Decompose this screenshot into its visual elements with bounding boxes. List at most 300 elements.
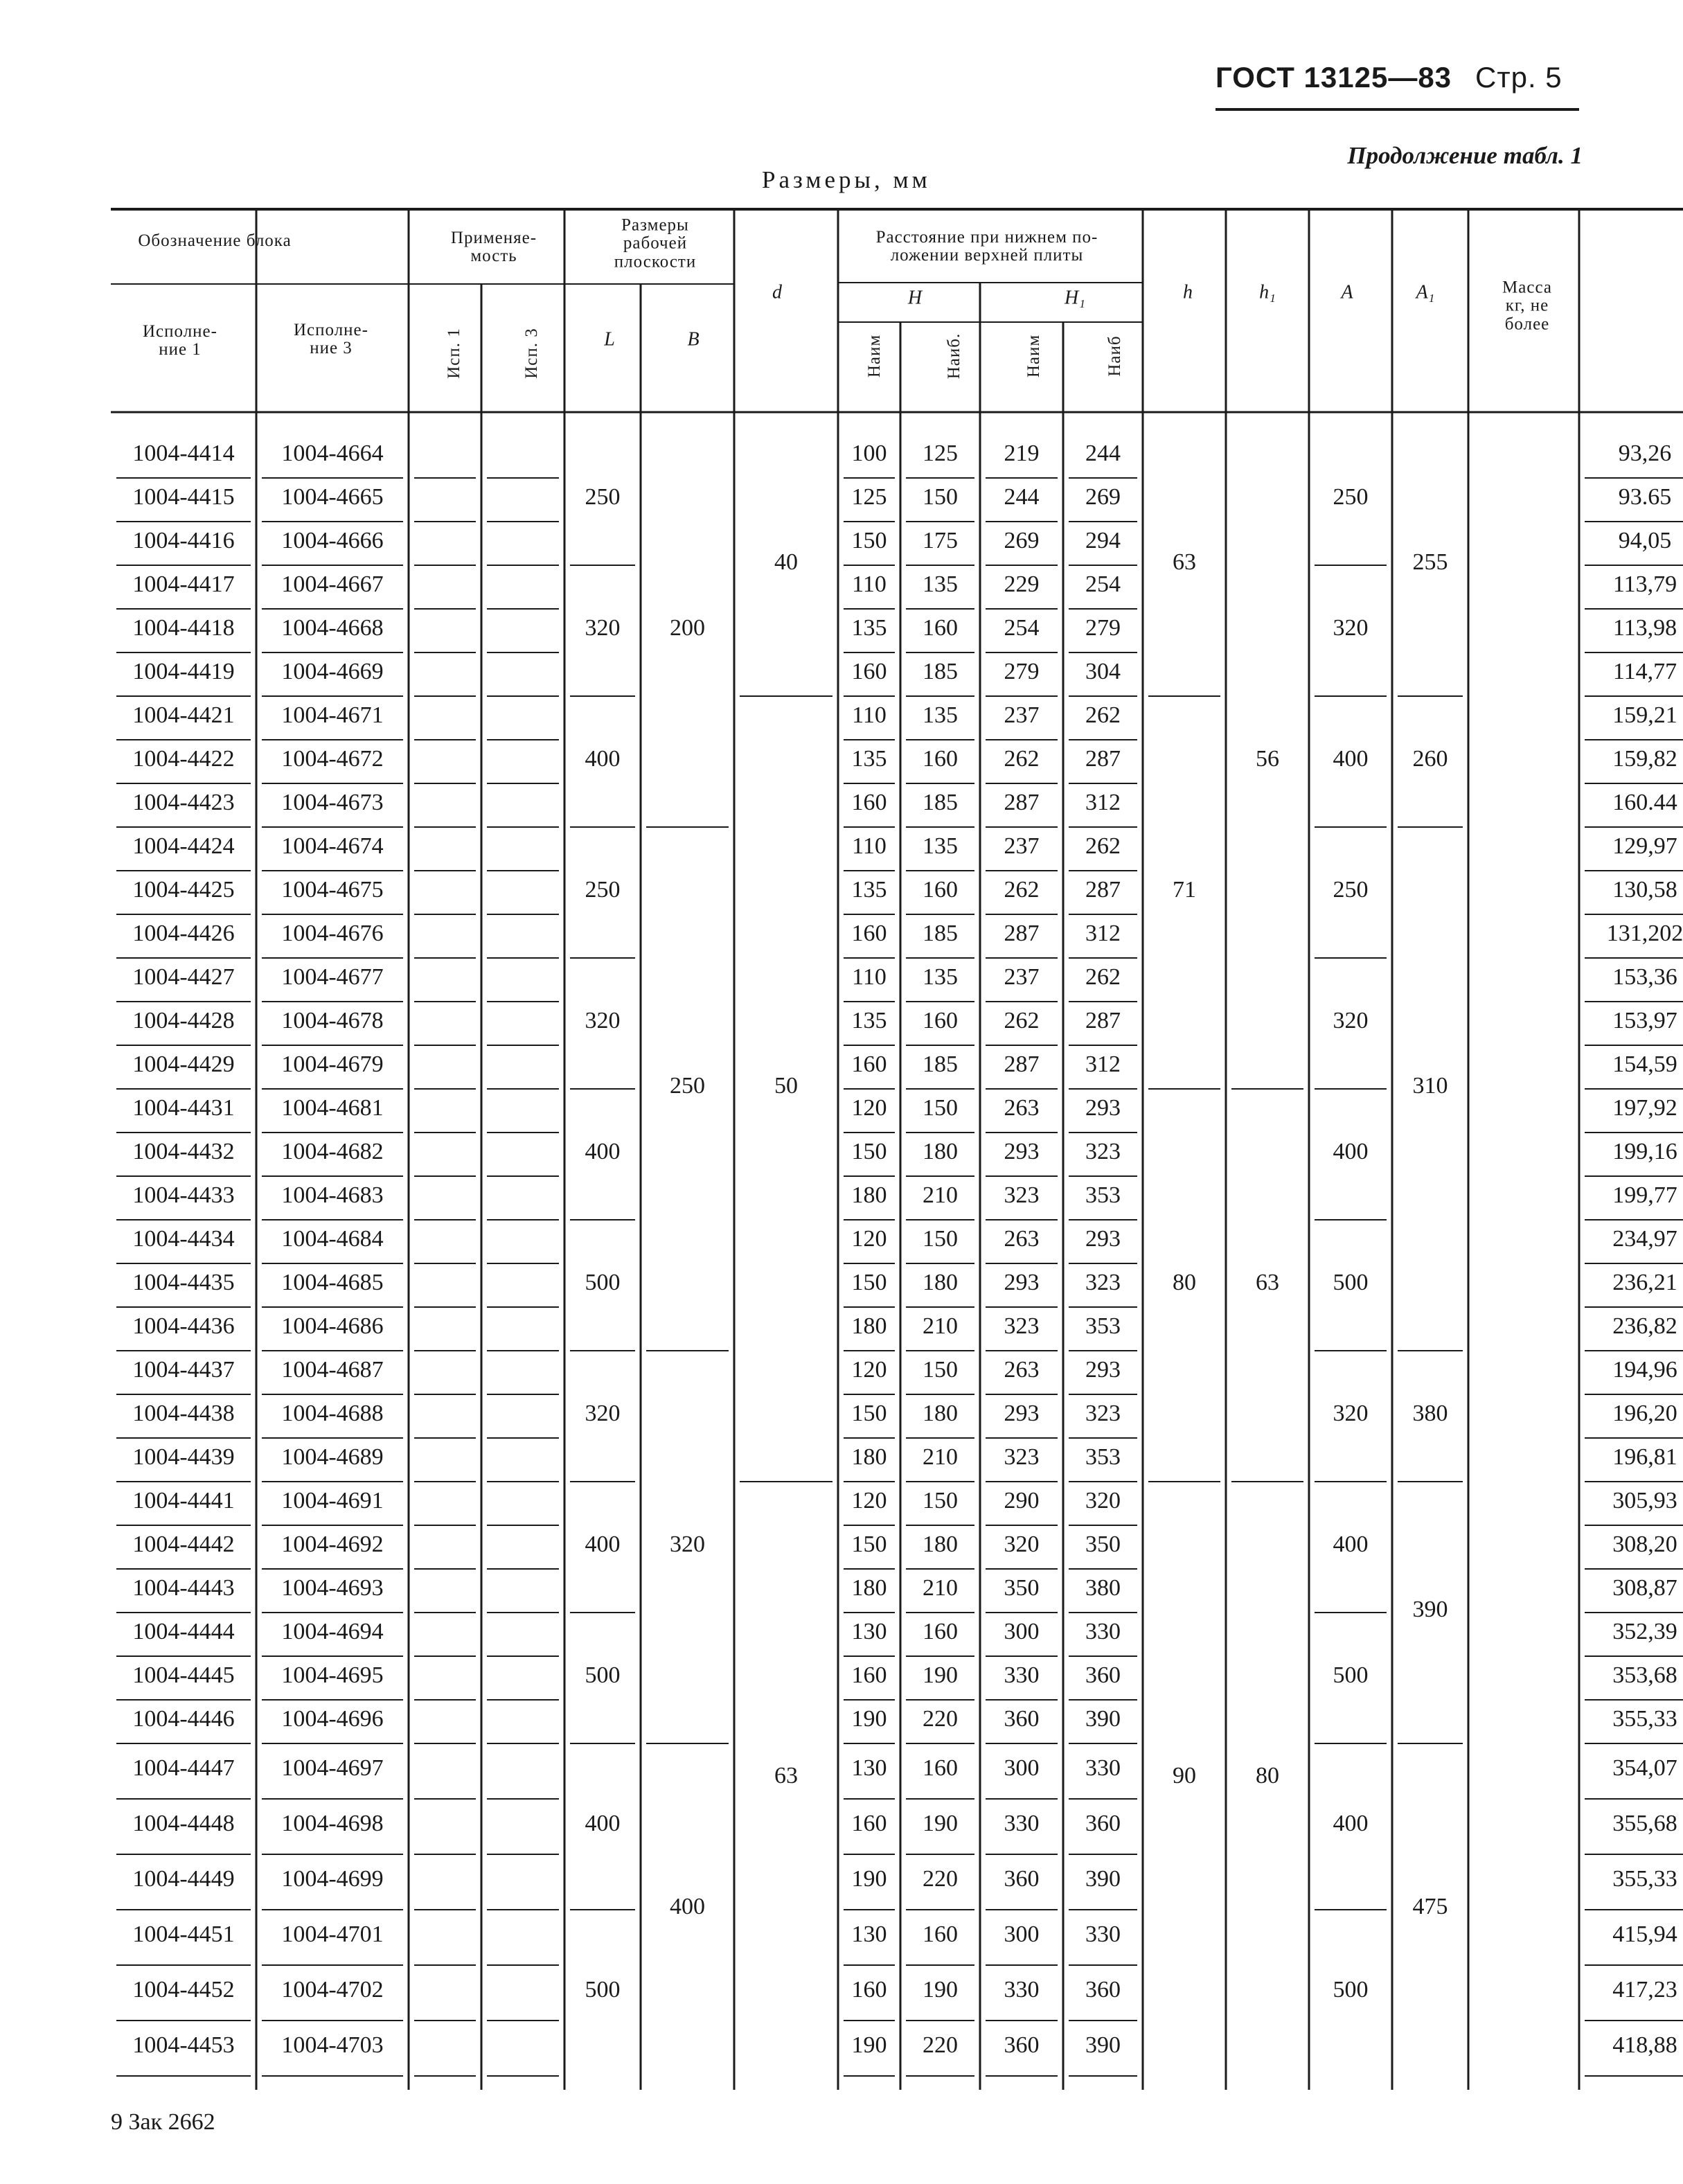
- cell-version-3: 1004-4678: [281, 1007, 384, 1033]
- merged-cell-L: 250: [585, 876, 621, 903]
- merged-cell-A: 400: [1333, 745, 1369, 772]
- cell-H1-min: 237: [1004, 833, 1040, 859]
- cell-version-3: 1004-4675: [281, 876, 384, 903]
- cell-H-min: 160: [851, 658, 887, 684]
- cell-mass: 93.65: [1618, 483, 1672, 510]
- cell-H-min: 180: [851, 1182, 887, 1208]
- cell-version-1: 1004-4453: [132, 2032, 235, 2059]
- cell-version-1: 1004-4452: [132, 1977, 235, 2003]
- cell-H1-min: 290: [1004, 1487, 1040, 1513]
- cell-mass: 129,97: [1612, 833, 1677, 859]
- col-header-H1-min: Наим: [1024, 334, 1043, 378]
- cell-H1-min: 323: [1004, 1313, 1040, 1339]
- dimensions-table: [111, 208, 1683, 2078]
- cell-H-max: 135: [923, 702, 958, 728]
- merged-cell-L: 400: [585, 1138, 621, 1164]
- merged-cell-B: 200: [670, 614, 705, 641]
- cell-H1-min: 263: [1004, 1356, 1040, 1383]
- merged-cell-h1: 63: [1256, 1269, 1279, 1295]
- cell-version-3: 1004-4687: [281, 1356, 384, 1383]
- merged-cell-A: 400: [1333, 1811, 1369, 1837]
- cell-H-min: 190: [851, 1866, 887, 1892]
- col-header-A: A: [1341, 281, 1353, 303]
- col-header-work-surface: Размеры рабочей плоскости: [614, 215, 697, 272]
- cell-H1-max: 312: [1085, 920, 1121, 946]
- cell-version-1: 1004-4427: [132, 964, 235, 990]
- cell-H-max: 175: [923, 527, 958, 553]
- cell-version-3: 1004-4686: [281, 1313, 384, 1339]
- col-header-H1-max: Наиб: [1105, 335, 1124, 377]
- cell-version-1: 1004-4429: [132, 1051, 235, 1077]
- col-header-isp-1: Исп. 1: [444, 328, 463, 379]
- merged-cell-A: 320: [1333, 1007, 1369, 1033]
- cell-H1-max: 244: [1085, 440, 1121, 466]
- cell-H1-min: 287: [1004, 920, 1040, 946]
- cell-mass: 197,92: [1612, 1094, 1677, 1121]
- cell-mass: 131,202: [1606, 920, 1683, 946]
- cell-mass: 154,59: [1612, 1051, 1677, 1077]
- cell-H1-max: 380: [1085, 1574, 1121, 1601]
- cell-H1-min: 300: [1004, 1618, 1040, 1644]
- merged-cell-L: 320: [585, 1007, 621, 1033]
- merged-cell-L: 400: [585, 745, 621, 772]
- cell-H1-max: 350: [1085, 1531, 1121, 1557]
- cell-version-1: 1004-4425: [132, 876, 235, 903]
- cell-mass: 159,21: [1612, 702, 1677, 728]
- cell-H1-min: 320: [1004, 1531, 1040, 1557]
- cell-H-max: 210: [923, 1574, 958, 1601]
- cell-H1-min: 330: [1004, 1662, 1040, 1688]
- merged-cell-d: 40: [774, 549, 798, 576]
- merged-cell-B: 400: [670, 1894, 705, 1920]
- cell-version-1: 1004-4449: [132, 1866, 235, 1892]
- cell-H1-min: 229: [1004, 571, 1040, 597]
- cell-H1-min: 360: [1004, 1866, 1040, 1892]
- cell-H-min: 100: [851, 440, 887, 466]
- cell-H-max: 220: [923, 1705, 958, 1732]
- cell-H-max: 150: [923, 1487, 958, 1513]
- cell-version-1: 1004-4441: [132, 1487, 235, 1513]
- cell-version-3: 1004-4698: [281, 1811, 384, 1837]
- cell-version-1: 1004-4417: [132, 571, 235, 597]
- col-header-designation: Обозначение блока: [138, 231, 292, 250]
- cell-H-min: 120: [851, 1094, 887, 1121]
- cell-H-min: 180: [851, 1313, 887, 1339]
- cell-mass: 355,68: [1612, 1811, 1677, 1837]
- cell-H-min: 150: [851, 1400, 887, 1426]
- merged-cell-L: 500: [585, 1269, 621, 1295]
- cell-version-1: 1004-4415: [132, 483, 235, 510]
- col-header-mass: Масса кг, не более: [1502, 278, 1552, 334]
- col-header-d: d: [772, 281, 782, 303]
- cell-H-max: 135: [923, 571, 958, 597]
- cell-version-3: 1004-4681: [281, 1094, 384, 1121]
- cell-H1-max: 390: [1085, 1866, 1121, 1892]
- cell-H-min: 135: [851, 1007, 887, 1033]
- cell-H-min: 160: [851, 1977, 887, 2003]
- cell-version-3: 1004-4689: [281, 1444, 384, 1470]
- cell-mass: 153,97: [1612, 1007, 1677, 1033]
- cell-version-3: 1004-4672: [281, 745, 384, 772]
- cell-H-max: 160: [923, 745, 958, 772]
- cell-version-3: 1004-4667: [281, 571, 384, 597]
- cell-H1-min: 330: [1004, 1811, 1040, 1837]
- cell-H-max: 190: [923, 1977, 958, 2003]
- cell-H-max: 210: [923, 1313, 958, 1339]
- cell-version-3: 1004-4701: [281, 1921, 384, 1948]
- cell-version-3: 1004-4666: [281, 527, 384, 553]
- cell-H1-max: 330: [1085, 1921, 1121, 1948]
- cell-H1-min: 350: [1004, 1574, 1040, 1601]
- cell-H-max: 190: [923, 1662, 958, 1688]
- cell-H-max: 185: [923, 789, 958, 815]
- cell-H1-max: 360: [1085, 1977, 1121, 2003]
- cell-H-min: 125: [851, 483, 887, 510]
- merged-cell-A: 400: [1333, 1138, 1369, 1164]
- merged-cell-L: 320: [585, 1400, 621, 1426]
- cell-H-max: 135: [923, 964, 958, 990]
- cell-H-min: 150: [851, 1138, 887, 1164]
- cell-H-max: 180: [923, 1531, 958, 1557]
- cell-H1-min: 269: [1004, 527, 1040, 553]
- merged-cell-A: 400: [1333, 1531, 1369, 1557]
- cell-H1-max: 390: [1085, 1705, 1121, 1732]
- cell-H-max: 210: [923, 1444, 958, 1470]
- cell-H1-min: 300: [1004, 1755, 1040, 1782]
- cell-H1-min: 323: [1004, 1182, 1040, 1208]
- merged-cell-A: 500: [1333, 1269, 1369, 1295]
- merged-cell-L: 400: [585, 1531, 621, 1557]
- cell-H-max: 220: [923, 2032, 958, 2059]
- cell-mass: 130,58: [1612, 876, 1677, 903]
- merged-cell-d: 63: [774, 1763, 798, 1789]
- merged-cell-A: 320: [1333, 1400, 1369, 1426]
- merged-cell-h: 63: [1173, 549, 1196, 576]
- cell-version-3: 1004-4671: [281, 702, 384, 728]
- merged-cell-L: 500: [585, 1662, 621, 1688]
- cell-H1-min: 254: [1004, 614, 1040, 641]
- merged-cell-h: 80: [1173, 1269, 1196, 1295]
- cell-version-1: 1004-4437: [132, 1356, 235, 1383]
- merged-cell-A1: 380: [1412, 1400, 1448, 1426]
- cell-mass: 234,97: [1612, 1225, 1677, 1252]
- col-header-H-max: Наиб.: [944, 332, 963, 380]
- cell-version-1: 1004-4432: [132, 1138, 235, 1164]
- table-continuation-label: Продолжение табл. 1: [1347, 142, 1583, 169]
- cell-mass: 93,26: [1618, 440, 1672, 466]
- cell-H1-min: 360: [1004, 1705, 1040, 1732]
- page-number: Стр. 5: [1475, 61, 1562, 94]
- merged-cell-B: 320: [670, 1531, 705, 1557]
- cell-mass: 114,77: [1612, 658, 1677, 684]
- cell-version-3: 1004-4695: [281, 1662, 384, 1688]
- cell-version-3: 1004-4676: [281, 920, 384, 946]
- cell-H1-max: 269: [1085, 483, 1121, 510]
- cell-H1-min: 263: [1004, 1094, 1040, 1121]
- col-header-H-min: Наим: [864, 334, 884, 378]
- cell-version-3: 1004-4693: [281, 1574, 384, 1601]
- cell-H-min: 160: [851, 1662, 887, 1688]
- cell-H-max: 210: [923, 1182, 958, 1208]
- cell-H1-max: 353: [1085, 1444, 1121, 1470]
- cell-H1-max: 353: [1085, 1182, 1121, 1208]
- cell-H1-max: 279: [1085, 614, 1121, 641]
- cell-version-1: 1004-4423: [132, 789, 235, 815]
- cell-version-3: 1004-4665: [281, 483, 384, 510]
- cell-H1-max: 304: [1085, 658, 1121, 684]
- units-caption: Размеры, мм: [762, 166, 931, 193]
- cell-version-1: 1004-4434: [132, 1225, 235, 1252]
- cell-H1-max: 293: [1085, 1356, 1121, 1383]
- cell-version-3: 1004-4679: [281, 1051, 384, 1077]
- cell-H1-max: 262: [1085, 964, 1121, 990]
- col-header-H: H: [907, 287, 923, 309]
- cell-version-3: 1004-4691: [281, 1487, 384, 1513]
- cell-version-1: 1004-4438: [132, 1400, 235, 1426]
- merged-cell-L: 320: [585, 614, 621, 641]
- merged-cell-B: 250: [670, 1073, 705, 1099]
- cell-version-1: 1004-4445: [132, 1662, 235, 1688]
- cell-H-min: 150: [851, 1269, 887, 1295]
- merged-cell-h1: 80: [1256, 1763, 1279, 1789]
- cell-version-1: 1004-4422: [132, 745, 235, 772]
- cell-H1-max: 312: [1085, 1051, 1121, 1077]
- cell-version-1: 1004-4448: [132, 1811, 235, 1837]
- col-header-version-3: Исполне- ние 3: [294, 320, 368, 357]
- cell-H-min: 180: [851, 1574, 887, 1601]
- cell-H1-max: 294: [1085, 527, 1121, 553]
- cell-version-3: 1004-4703: [281, 2032, 384, 2059]
- cell-H1-max: 287: [1085, 876, 1121, 903]
- cell-H-min: 160: [851, 1051, 887, 1077]
- cell-H-min: 150: [851, 527, 887, 553]
- cell-H-min: 150: [851, 1531, 887, 1557]
- cell-mass: 415,94: [1612, 1921, 1677, 1948]
- cell-mass: 113,98: [1612, 614, 1677, 641]
- cell-version-3: 1004-4664: [281, 440, 384, 466]
- cell-H1-min: 300: [1004, 1921, 1040, 1948]
- cell-H1-max: 254: [1085, 571, 1121, 597]
- cell-version-1: 1004-4444: [132, 1618, 235, 1644]
- cell-H1-max: 287: [1085, 1007, 1121, 1033]
- cell-H1-min: 279: [1004, 658, 1040, 684]
- cell-version-1: 1004-4451: [132, 1921, 235, 1948]
- cell-mass: 196,81: [1612, 1444, 1677, 1470]
- cell-H1-min: 262: [1004, 1007, 1040, 1033]
- cell-H1-max: 360: [1085, 1662, 1121, 1688]
- cell-H-max: 135: [923, 833, 958, 859]
- cell-version-3: 1004-4669: [281, 658, 384, 684]
- cell-version-1: 1004-4428: [132, 1007, 235, 1033]
- cell-version-1: 1004-4442: [132, 1531, 235, 1557]
- cell-version-1: 1004-4435: [132, 1269, 235, 1295]
- cell-version-3: 1004-4699: [281, 1866, 384, 1892]
- cell-H-min: 120: [851, 1487, 887, 1513]
- cell-H-min: 130: [851, 1921, 887, 1948]
- cell-H1-max: 323: [1085, 1269, 1121, 1295]
- cell-version-3: 1004-4673: [281, 789, 384, 815]
- merged-cell-L: 500: [585, 1977, 621, 2003]
- cell-mass: 308,20: [1612, 1531, 1677, 1557]
- cell-version-1: 1004-4421: [132, 702, 235, 728]
- cell-H-max: 190: [923, 1811, 958, 1837]
- cell-mass: 94,05: [1618, 527, 1672, 553]
- cell-mass: 417,23: [1612, 1977, 1677, 2003]
- cell-H1-min: 287: [1004, 789, 1040, 815]
- cell-H-min: 135: [851, 614, 887, 641]
- cell-H1-max: 390: [1085, 2032, 1121, 2059]
- cell-H1-min: 293: [1004, 1400, 1040, 1426]
- cell-H-max: 220: [923, 1866, 958, 1892]
- col-header-A1: A₁: [1416, 281, 1435, 303]
- cell-H1-max: 262: [1085, 702, 1121, 728]
- cell-H-min: 180: [851, 1444, 887, 1470]
- document-header: [1216, 61, 1562, 94]
- cell-H-min: 135: [851, 745, 887, 772]
- cell-mass: 153,36: [1612, 964, 1677, 990]
- cell-H-min: 160: [851, 789, 887, 815]
- col-header-distance: Расстояние при нижнем по- ложении верхней плиты: [875, 227, 1098, 265]
- cell-version-1: 1004-4446: [132, 1705, 235, 1732]
- cell-H1-min: 293: [1004, 1138, 1040, 1164]
- cell-H-min: 190: [851, 2032, 887, 2059]
- cell-version-3: 1004-4682: [281, 1138, 384, 1164]
- cell-version-1: 1004-4431: [132, 1094, 235, 1121]
- cell-version-3: 1004-4674: [281, 833, 384, 859]
- cell-H1-max: 287: [1085, 745, 1121, 772]
- cell-H-min: 190: [851, 1705, 887, 1732]
- cell-H-min: 160: [851, 920, 887, 946]
- cell-version-1: 1004-4414: [132, 440, 235, 466]
- cell-version-3: 1004-4668: [281, 614, 384, 641]
- cell-version-3: 1004-4677: [281, 964, 384, 990]
- cell-H1-min: 237: [1004, 964, 1040, 990]
- cell-H-min: 160: [851, 1811, 887, 1837]
- cell-H1-min: 219: [1004, 440, 1040, 466]
- cell-H1-max: 330: [1085, 1755, 1121, 1782]
- cell-H1-max: 323: [1085, 1400, 1121, 1426]
- cell-version-1: 1004-4433: [132, 1182, 235, 1208]
- cell-mass: 113,79: [1612, 571, 1677, 597]
- cell-version-1: 1004-4416: [132, 527, 235, 553]
- cell-mass: 160.44: [1612, 789, 1677, 815]
- cell-H-max: 180: [923, 1269, 958, 1295]
- cell-H-max: 150: [923, 1225, 958, 1252]
- cell-H-min: 120: [851, 1356, 887, 1383]
- merged-cell-A: 500: [1333, 1977, 1369, 2003]
- cell-H1-min: 263: [1004, 1225, 1040, 1252]
- cell-H1-min: 293: [1004, 1269, 1040, 1295]
- cell-H-max: 160: [923, 614, 958, 641]
- cell-version-1: 1004-4418: [132, 614, 235, 641]
- cell-H-min: 120: [851, 1225, 887, 1252]
- cell-H1-max: 323: [1085, 1138, 1121, 1164]
- cell-H-min: 110: [852, 702, 887, 728]
- cell-H-min: 110: [852, 571, 887, 597]
- cell-H-min: 110: [852, 964, 887, 990]
- merged-cell-h: 90: [1173, 1763, 1196, 1789]
- merged-cell-A1: 260: [1412, 745, 1448, 772]
- cell-H-min: 110: [852, 833, 887, 859]
- cell-mass: 196,20: [1612, 1400, 1677, 1426]
- cell-H-min: 130: [851, 1618, 887, 1644]
- col-header-h1: h₁: [1259, 281, 1276, 303]
- page-footer: 9 Зак 2662: [111, 2109, 215, 2135]
- cell-H-max: 185: [923, 658, 958, 684]
- cell-H1-max: 293: [1085, 1225, 1121, 1252]
- cell-H-max: 125: [923, 440, 958, 466]
- cell-version-1: 1004-4436: [132, 1313, 235, 1339]
- merged-cell-d: 50: [774, 1073, 798, 1099]
- cell-H1-max: 320: [1085, 1487, 1121, 1513]
- cell-H-max: 160: [923, 1921, 958, 1948]
- cell-H-max: 150: [923, 1094, 958, 1121]
- merged-cell-L: 250: [585, 483, 621, 510]
- col-header-isp-3: Исп. 3: [522, 328, 541, 379]
- col-header-H1: H₁: [1065, 287, 1085, 309]
- cell-H-max: 160: [923, 876, 958, 903]
- cell-H-max: 160: [923, 1755, 958, 1782]
- cell-mass: 355,33: [1612, 1705, 1677, 1732]
- cell-version-1: 1004-4426: [132, 920, 235, 946]
- cell-H1-min: 237: [1004, 702, 1040, 728]
- cell-version-3: 1004-4692: [281, 1531, 384, 1557]
- cell-version-3: 1004-4685: [281, 1269, 384, 1295]
- cell-version-3: 1004-4696: [281, 1705, 384, 1732]
- cell-H-max: 185: [923, 920, 958, 946]
- cell-version-3: 1004-4683: [281, 1182, 384, 1208]
- cell-mass: 418,88: [1612, 2032, 1677, 2059]
- merged-cell-A1: 390: [1412, 1597, 1448, 1623]
- cell-H-min: 130: [851, 1755, 887, 1782]
- cell-mass: 355,33: [1612, 1866, 1677, 1892]
- cell-mass: 305,93: [1612, 1487, 1677, 1513]
- cell-H1-max: 293: [1085, 1094, 1121, 1121]
- merged-cell-A: 500: [1333, 1662, 1369, 1688]
- merged-cell-A: 250: [1333, 876, 1369, 903]
- merged-cell-L: 400: [585, 1811, 621, 1837]
- col-header-applicability: Применяе- мость: [450, 228, 537, 265]
- header-rule: [1216, 108, 1579, 111]
- col-header-h: h: [1183, 281, 1193, 303]
- cell-H-max: 150: [923, 1356, 958, 1383]
- cell-version-1: 1004-4439: [132, 1444, 235, 1470]
- merged-cell-A: 250: [1333, 483, 1369, 510]
- cell-mass: 236,21: [1612, 1269, 1677, 1295]
- col-header-L: L: [604, 328, 615, 350]
- cell-mass: 352,39: [1612, 1618, 1677, 1644]
- cell-version-1: 1004-4447: [132, 1755, 235, 1782]
- cell-H-max: 160: [923, 1007, 958, 1033]
- cell-H1-max: 330: [1085, 1618, 1121, 1644]
- cell-mass: 199,77: [1612, 1182, 1677, 1208]
- cell-version-1: 1004-4419: [132, 658, 235, 684]
- merged-cell-A1: 255: [1412, 549, 1448, 576]
- standard-number: ГОСТ 13125—83: [1216, 61, 1452, 94]
- cell-version-3: 1004-4684: [281, 1225, 384, 1252]
- cell-version-1: 1004-4424: [132, 833, 235, 859]
- col-header-B: B: [687, 328, 700, 350]
- cell-H-min: 135: [851, 876, 887, 903]
- merged-cell-A: 320: [1333, 614, 1369, 641]
- cell-mass: 354,07: [1612, 1755, 1677, 1782]
- cell-H-max: 185: [923, 1051, 958, 1077]
- cell-H1-max: 360: [1085, 1811, 1121, 1837]
- col-header-version-1: Исполне- ние 1: [143, 321, 217, 359]
- cell-mass: 194,96: [1612, 1356, 1677, 1383]
- cell-mass: 159,82: [1612, 745, 1677, 772]
- cell-H1-min: 323: [1004, 1444, 1040, 1470]
